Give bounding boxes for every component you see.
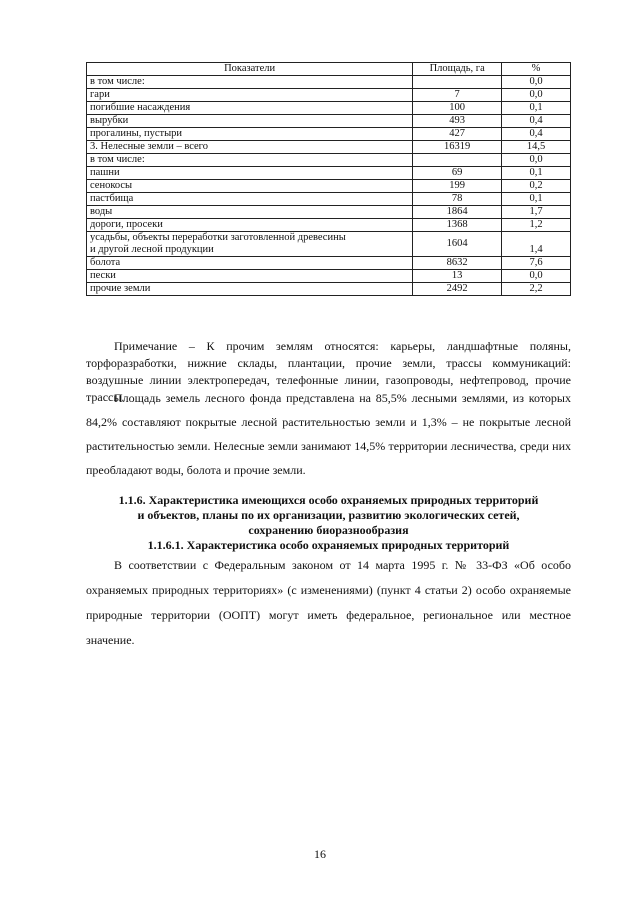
row-area: 1604 bbox=[413, 232, 502, 257]
table-row bbox=[87, 141, 571, 154]
row-name: прогалины, пустыри bbox=[87, 128, 413, 141]
row-name: воды bbox=[87, 206, 413, 219]
row-name: в том числе: bbox=[87, 76, 413, 89]
row-area: 2492 bbox=[413, 283, 502, 296]
row-area: 16319 bbox=[413, 141, 502, 154]
table-row bbox=[87, 180, 571, 193]
row-percent: 1,7 bbox=[502, 206, 571, 219]
table-header-row bbox=[87, 63, 571, 76]
row-percent: 1,2 bbox=[502, 219, 571, 232]
row-percent: 0,2 bbox=[502, 180, 571, 193]
row-name: болота bbox=[87, 257, 413, 270]
row-percent: 0,1 bbox=[502, 167, 571, 180]
row-area: 1864 bbox=[413, 206, 502, 219]
paragraph-land-area bbox=[86, 386, 571, 482]
paragraph1-text: Площадь земель лесного фонда представлена на 85,5% лесными землями, из которых 84,2% составляют покрытые лесной растительностью земли и 1,3% – не покрытые лесной растительностью земли. Нелесные земли занимают 14,5% территории лесничества, среди них преобладают воды, болота и прочие земли. bbox=[86, 391, 571, 477]
table-row bbox=[87, 232, 571, 257]
row-name: дороги, просеки bbox=[87, 219, 413, 232]
row-percent: 0,4 bbox=[502, 128, 571, 141]
header-area: Площадь, га bbox=[413, 63, 502, 76]
row-name: 3. Нелесные земли – всего bbox=[87, 141, 413, 154]
table-row bbox=[87, 89, 571, 102]
row-area bbox=[413, 76, 502, 89]
row-name: пески bbox=[87, 270, 413, 283]
row-area: 100 bbox=[413, 102, 502, 115]
row-area: 7 bbox=[413, 89, 502, 102]
land-area-table bbox=[86, 62, 571, 296]
row-percent: 2,2 bbox=[502, 283, 571, 296]
table-row bbox=[87, 206, 571, 219]
heading-line1: 1.1.6. Характеристика имеющихся особо охраняемых природных территорий bbox=[118, 493, 539, 507]
table-row bbox=[87, 167, 571, 180]
row-name: в том числе: bbox=[87, 154, 413, 167]
table-row bbox=[87, 76, 571, 89]
row-name: пашни bbox=[87, 167, 413, 180]
note-text: Примечание – К прочим землям относятся: карьеры, ландшафтные поляны, торфоразработки, нижние склады, плантации, прочие земли, трассы коммуникаций: воздушные линии электропередач, телефонные линии, газопроводы, нефтепровод, прочие трассы. bbox=[86, 339, 571, 404]
paragraph-federal-law bbox=[86, 553, 571, 653]
heading-line3: сохранению биоразнообразия bbox=[248, 523, 409, 537]
header-percent: % bbox=[502, 63, 571, 76]
heading-line2: и объектов, планы по их организации, развитию экологических сетей, bbox=[137, 508, 520, 522]
section-heading bbox=[86, 493, 571, 553]
row-area: 78 bbox=[413, 193, 502, 206]
row-percent: 0,0 bbox=[502, 89, 571, 102]
row-name bbox=[87, 232, 413, 257]
paragraph2-text: В соответствии с Федеральным законом от 14 марта 1995 г. № 33-ФЗ «Об особо охраняемых природных территориях» (с изменениями) (пункт 4 статьи 2) особо охраняемые природные территории (ООПТ) могут иметь федеральное, региональное или местное значение. bbox=[86, 558, 571, 647]
row-percent: 0,1 bbox=[502, 193, 571, 206]
row-percent: 0,4 bbox=[502, 115, 571, 128]
row-percent: 0,0 bbox=[502, 76, 571, 89]
table-row bbox=[87, 219, 571, 232]
row-area: 13 bbox=[413, 270, 502, 283]
row-name: гари bbox=[87, 89, 413, 102]
row-name: вырубки bbox=[87, 115, 413, 128]
table-row bbox=[87, 115, 571, 128]
row-percent: 1,4 bbox=[502, 232, 571, 257]
row-percent: 0,1 bbox=[502, 102, 571, 115]
row-area: 199 bbox=[413, 180, 502, 193]
row-area: 427 bbox=[413, 128, 502, 141]
row-name: сенокосы bbox=[87, 180, 413, 193]
row-percent: 14,5 bbox=[502, 141, 571, 154]
row-percent: 7,6 bbox=[502, 257, 571, 270]
row-area: 69 bbox=[413, 167, 502, 180]
page-number: 16 bbox=[314, 847, 326, 861]
table-row bbox=[87, 257, 571, 270]
row-name: пастбища bbox=[87, 193, 413, 206]
subsection-heading: 1.1.6.1. Характеристика особо охраняемых природных территорий bbox=[147, 538, 510, 552]
row-name-line2: и другой лесной продукции bbox=[90, 244, 214, 255]
row-area: 8632 bbox=[413, 257, 502, 270]
table-row bbox=[87, 154, 571, 167]
table-row bbox=[87, 270, 571, 283]
table-row bbox=[87, 128, 571, 141]
header-indicators: Показатели bbox=[87, 63, 413, 76]
row-percent: 0,0 bbox=[502, 154, 571, 167]
row-name: прочие земли bbox=[87, 283, 413, 296]
row-name-line1: усадьбы, объекты переработки заготовленной древесины bbox=[90, 232, 346, 243]
row-area bbox=[413, 154, 502, 167]
row-area: 493 bbox=[413, 115, 502, 128]
row-area: 1368 bbox=[413, 219, 502, 232]
table-row bbox=[87, 102, 571, 115]
table-row bbox=[87, 283, 571, 296]
row-name: погибшие насаждения bbox=[87, 102, 413, 115]
table-row bbox=[87, 193, 571, 206]
row-percent: 0,0 bbox=[502, 270, 571, 283]
